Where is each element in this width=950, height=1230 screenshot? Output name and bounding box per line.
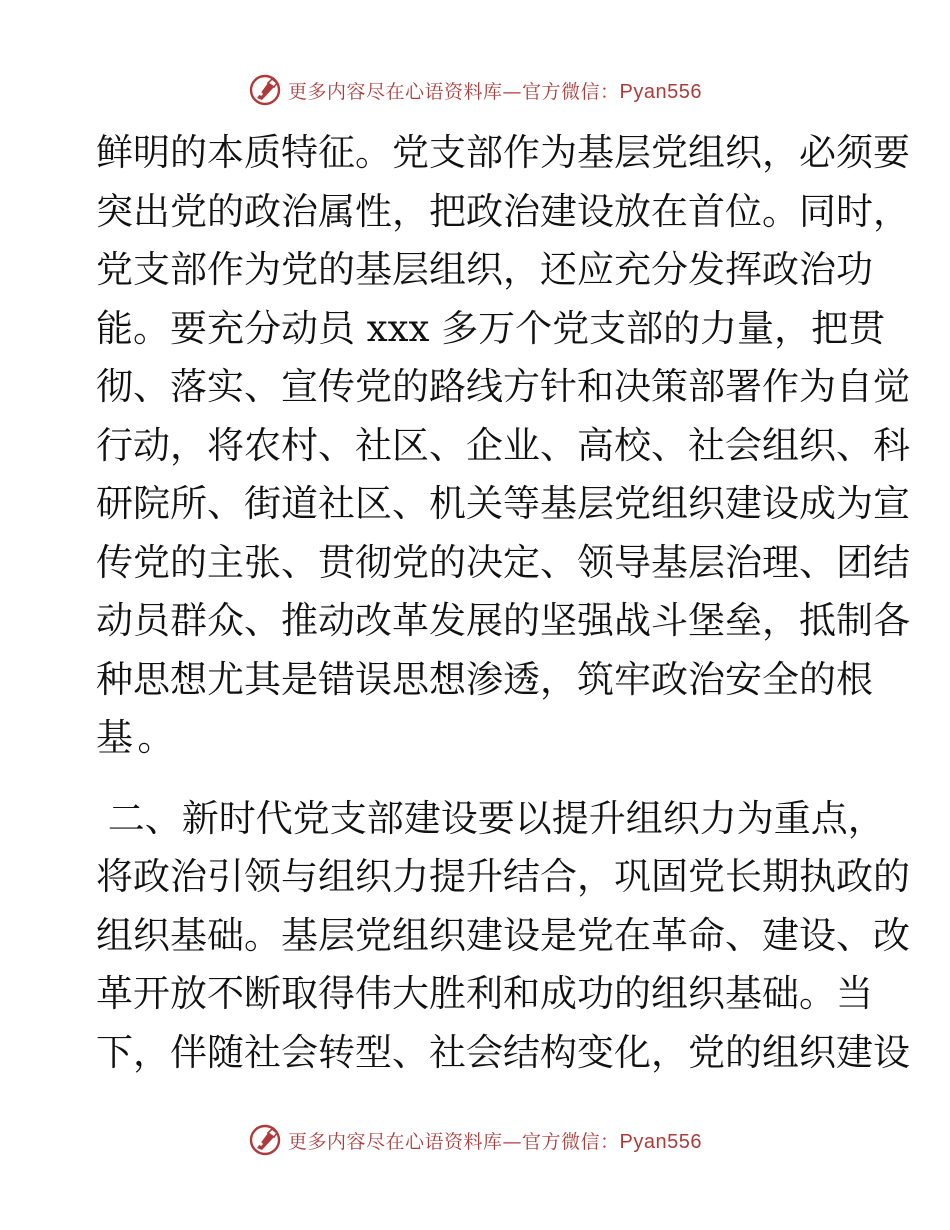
paragraph-line: 突出党的政治属性，把政治建设放在首位。同时， [96,189,910,233]
footer-text: 更多内容尽在心语资料库—官方微信：Pyan556 [288,1130,702,1153]
paragraph-1 [96,124,910,768]
paragraph-2 [96,790,910,1083]
header-text: 更多内容尽在心语资料库—官方微信：Pyan556 [288,80,702,103]
header-banner [0,70,950,110]
paragraph-line: 传党的主张、贯彻党的决定、领导基层治理、团结 [96,540,910,584]
section-heading-line: 二、新时代党支部建设要以提升组织力为重点， [96,796,885,840]
paragraph-line: 彻、落实、宣传党的路线方针和决策部署作为自觉 [96,365,910,408]
header-handle: Pyan556 [619,80,702,103]
pen-nib-logo-icon [248,73,282,107]
paragraph-line: 行动，将农村、社区、企业、高校、社会组织、科 [96,423,910,467]
paragraph-line: 研院所、街道社区、机关等基层党组织建设成为宣 [96,482,910,525]
paragraph-line: 革开放不断取得伟大胜利和成功的组织基础。当 [96,972,873,1015]
paragraph-line: 鲜明的本质特征。党支部作为基层党组织，必须要 [96,131,910,174]
paragraph-line: 党支部作为党的基层组织，还应充分发挥政治功 [96,248,873,291]
paragraph-line: 将政治引领与组织力提升结合，巩固党长期执政的 [96,855,910,898]
paragraph-line: 能。要充分动员 xxx 多万个党支部的力量，把贯 [96,306,886,350]
paragraph-line: 基。 [96,716,179,759]
footer-banner [0,1120,950,1160]
paragraph-line: 动员群众、推动改革发展的坚强战斗堡垒，抵制各 [96,599,910,642]
paragraph-line: 组织基础。基层党组织建设是党在革命、建设、改 [96,913,910,957]
document-body [96,124,910,1082]
paragraph-line: 种思想尤其是错误思想渗透，筑牢政治安全的根 [96,657,873,701]
pen-nib-logo-icon [248,1123,282,1157]
paragraph-line: 下，伴随社会转型、社会结构变化，党的组织建设 [96,1030,910,1074]
footer-handle: Pyan556 [619,1130,702,1153]
